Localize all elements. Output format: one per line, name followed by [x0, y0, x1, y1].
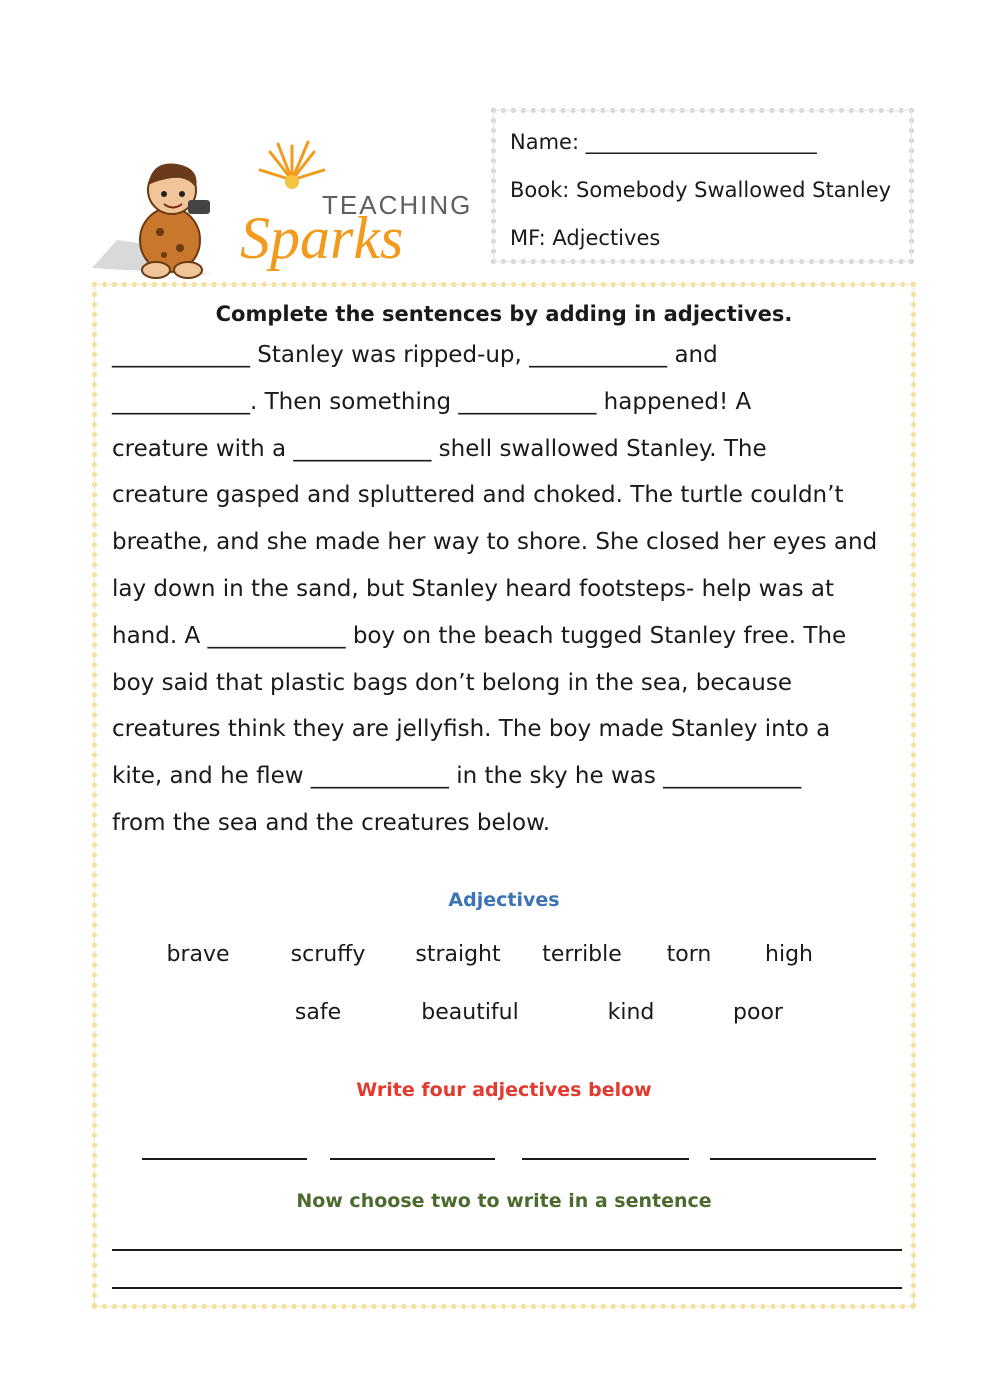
- passage-line: from the sea and the creatures below.: [112, 809, 551, 836]
- passage-line: ____________. Then something ____________ happened! A: [112, 388, 752, 415]
- word-bank-item: poor: [733, 1000, 783, 1025]
- passage-line: lay down in the sand, but Stanley heard footsteps- help was at: [112, 575, 834, 602]
- sparks-burst-icon: [260, 142, 324, 189]
- adjective-answer-line[interactable]: [330, 1158, 495, 1160]
- write-adjectives-heading: Write four adjectives below: [356, 1079, 652, 1101]
- word-bank-item: beautiful: [421, 1000, 519, 1025]
- sentence-answer-line[interactable]: [112, 1249, 902, 1251]
- passage-line: breathe, and she made her way to shore. She closed her eyes and: [112, 529, 878, 556]
- word-bank-item: kind: [607, 1000, 655, 1025]
- adjective-answer-line[interactable]: [522, 1158, 689, 1160]
- logo-text-sparks: Sparks: [240, 205, 404, 271]
- mf-label: MF: Adjectives: [510, 226, 661, 250]
- worksheet-box: [92, 282, 916, 1309]
- passage-line: boy said that plastic bags don’t belong in the sea, because: [112, 669, 792, 696]
- cloze-passage: [112, 332, 912, 847]
- passage-line: kite, and he flew ____________ in the sky he was ____________: [112, 763, 802, 790]
- word-bank-item: high: [765, 942, 813, 967]
- passage-line: creatures think they are jellyfish. The boy made Stanley into a: [112, 716, 831, 743]
- logo-graphic: [92, 140, 472, 290]
- instruction-heading: Complete the sentences by adding in adjectives.: [215, 302, 793, 326]
- passage-line: hand. A ____________ boy on the beach tugged Stanley free. The: [112, 622, 847, 649]
- adjective-answer-line[interactable]: [142, 1158, 307, 1160]
- word-bank-item: brave: [166, 942, 230, 967]
- passage-line: ____________ Stanley was ripped-up, ____________ and: [112, 342, 718, 368]
- adjective-answer-line[interactable]: [710, 1158, 876, 1160]
- passage-line: creature with a ____________ shell swallowed Stanley. The: [112, 435, 767, 462]
- adjectives-heading: Adjectives: [448, 889, 560, 911]
- student-info-box: [491, 108, 914, 264]
- caveman-mascot-icon: [140, 163, 210, 278]
- word-bank-item: terrible: [542, 942, 622, 967]
- word-bank-item: torn: [666, 942, 712, 967]
- word-bank-item: safe: [294, 1000, 342, 1025]
- sentence-answer-line[interactable]: [112, 1287, 902, 1289]
- name-field-label[interactable]: Name: ______________________: [510, 130, 817, 154]
- logo-text-teaching: TEACHING: [322, 190, 472, 220]
- passage-line: creature gasped and spluttered and choked. The turtle couldn’t: [112, 482, 844, 509]
- sentence-heading: Now choose two to write in a sentence: [296, 1190, 712, 1212]
- teaching-sparks-logo: [92, 140, 472, 290]
- word-bank-item: straight: [415, 942, 501, 967]
- book-title-label: Book: Somebody Swallowed Stanley: [510, 178, 892, 202]
- word-bank-item: scruffy: [290, 942, 366, 967]
